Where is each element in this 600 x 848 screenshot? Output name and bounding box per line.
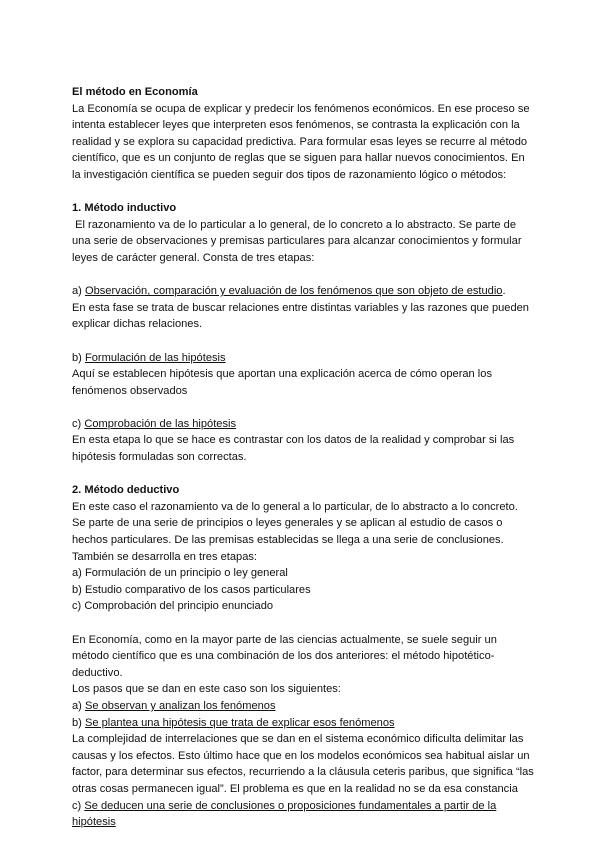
stage-c-label: Comprobación de las hipótesis — [84, 417, 237, 430]
hypothetico-step-c — [72, 798, 534, 831]
spacer — [72, 267, 534, 284]
document-title: El método en Economía — [72, 86, 198, 98]
deductive-heading: 2. Método deductivo — [72, 484, 180, 497]
intro-paragraph: La Economía se ocupa de explicar y predecir los fenómenos económicos. En ese proceso se intenta establecer leyes que interpreten esos fenómenos, se contrasta la explicación con la realidad y se explora su capacidad predictiva. Para formular esas leyes se recurre al método científico, que es un conjunto de reglas que se siguen para hallar nuevos conocimientos. En la investigación científica se pueden seguir dos tipos de razonamiento lógico o métodos: — [72, 102, 530, 181]
inductive-stage-a — [72, 283, 534, 300]
step-a-prefix: a) — [72, 699, 85, 712]
stage-c-text: En esta etapa lo que se hace es contrastar con los datos de la realidad y comprobar si las hipótesis formuladas son correctas. — [72, 434, 515, 464]
stage-a-label: Observación, comparación y evaluación de los fenómenos que son objeto de estudio — [84, 285, 503, 298]
hypothetico-paragraph: En Economía, como en la mayor parte de las ciencias actualmente, se suele seguir un método científico que es una combinación de los dos anteriores: el método hipotético-deductivo. — [72, 633, 497, 679]
stage-c-prefix: c) — [72, 417, 85, 430]
deductive-step-c: c) Comprobación del principio enunciado — [72, 600, 274, 613]
deductive-step-b: b) Estudio comparativo de los casos particulares — [72, 583, 311, 596]
spacer — [72, 466, 534, 483]
stage-a-prefix: a) — [72, 285, 85, 298]
stage-b-text: Aquí se establecen hipótesis que aportan una explicación acerca de cómo operan los fenómenos observados — [72, 368, 492, 397]
step-b-paragraph: La complejidad de interrelaciones que se dan en el sistema económico dificulta delimitar las causas y los efectos. Esto último hace que en los modelos económicos sea habitual aislar un factor, para determinar sus efectos, recurriendo a la cláusula ceteris paribus, que significa “las otras cosas permanecen igual”. El problema es que en la realidad no se da esa constancia — [72, 733, 534, 795]
inductive-paragraph: El razonamiento va de lo particular a lo general, de lo concreto a lo abstracto. Se parte de una serie de observaciones y premisas particulares para alcanzar conocimientos y formular leyes de carácter general. Consta de tres etapas: — [72, 218, 525, 264]
inductive-heading: 1. Método inductivo — [72, 202, 177, 215]
step-b-prefix: b) — [72, 716, 85, 729]
step-b-label: Se plantea una hipótesis que trata de explicar esos fenómenos — [84, 716, 395, 729]
deductive-paragraph: En este caso el razonamiento va de lo general a lo particular, de lo abstracto a lo concreto. Se parte de una serie de principios o leyes generales y se aplican al estudio de casos o hechos particulares. De las premisas establecidas se llega a una serie de conclusiones. También se desarrolla en tres etapas: — [72, 500, 518, 563]
step-c-prefix: c) — [72, 799, 85, 812]
spacer — [72, 615, 534, 632]
stage-b-prefix: b) — [72, 351, 85, 364]
spacer — [72, 399, 534, 416]
spacer — [72, 184, 534, 201]
step-a-label: Se observan y analizan los fenómenos — [84, 699, 276, 712]
document-body — [72, 84, 534, 831]
step-c-label: Se deducen una serie de conclusiones o proposiciones fundamentales a partir de la hipótesis — [72, 799, 497, 829]
hypothetico-step-a — [72, 698, 534, 715]
spacer — [72, 333, 534, 350]
inductive-stage-b — [72, 350, 534, 367]
stage-a-text: En esta fase se trata de buscar relaciones entre distintas variables y las razones que pueden explicar dichas relaciones. — [72, 301, 529, 331]
hypothetico-step-b — [72, 715, 534, 732]
stage-a-suffix: . — [502, 285, 506, 298]
deductive-step-a: a) Formulación de un principio o ley general — [72, 567, 288, 580]
hypothetico-steps-intro: Los pasos que se dan en este caso son los siguientes: — [72, 683, 341, 696]
inductive-stage-c — [72, 416, 534, 433]
stage-b-label: Formulación de las hipótesis — [84, 351, 226, 364]
